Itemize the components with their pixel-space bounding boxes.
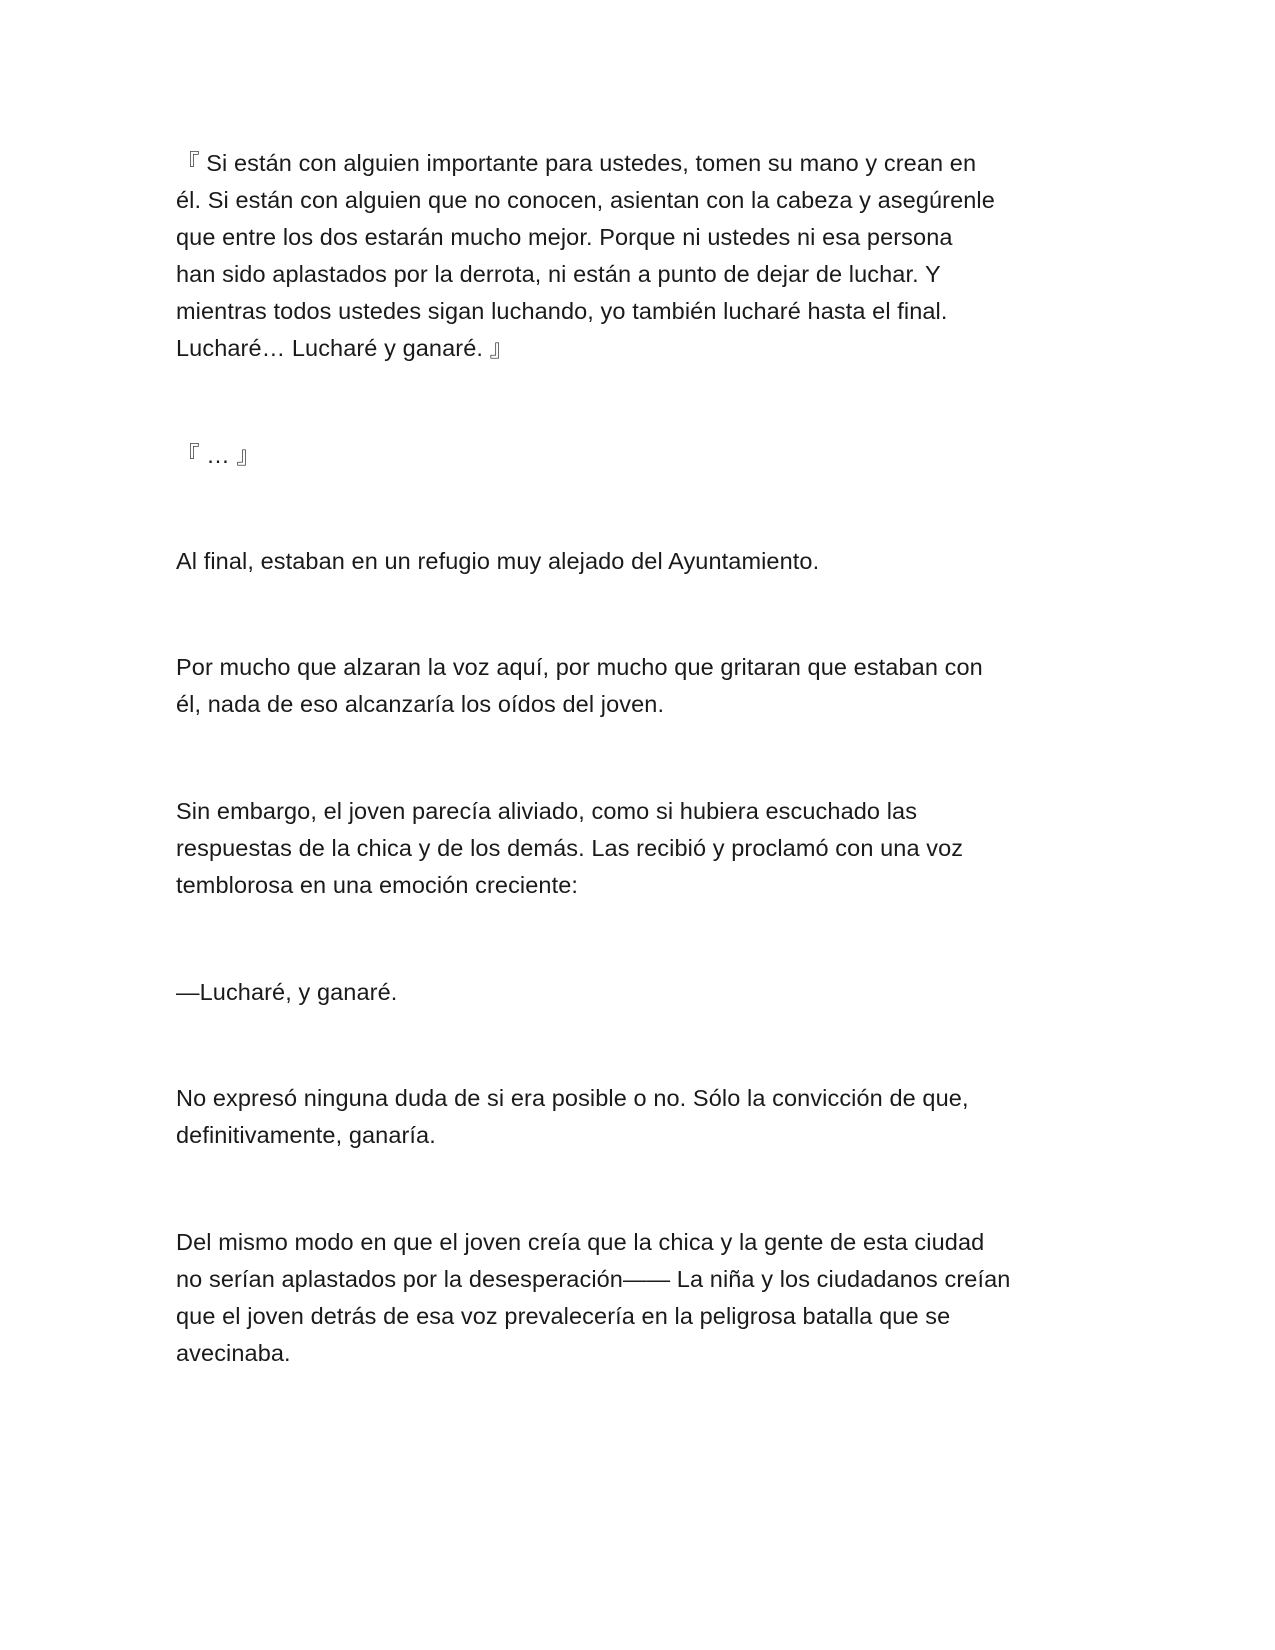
text-line: que el joven detrás de esa voz prevalecería en la peligrosa batalla que se <box>176 1303 951 1329</box>
text-line: Sin embargo, el joven parecía aliviado, como si hubiera escuchado las <box>176 798 918 824</box>
text-line: Al final, estaban en un refugio muy alejado del Ayuntamiento. <box>176 548 820 574</box>
text-line: No expresó ninguna duda de si era posible o no. Sólo la convicción de que, <box>176 1085 969 1111</box>
text-line: —Lucharé, y ganaré. <box>176 979 398 1005</box>
text-line: Lucharé… Lucharé y ganaré. 』 <box>176 335 514 361</box>
text-line: él, nada de eso alcanzaría los oídos del joven. <box>176 691 665 717</box>
text-line: han sido aplastados por la derrota, ni están a punto de dejar de luchar. Y <box>176 261 941 287</box>
text-line: avecinaba. <box>176 1340 291 1366</box>
text-line: definitivamente, ganaría. <box>176 1122 436 1148</box>
text-line: 『 … 』 <box>176 442 261 468</box>
text-line: Del mismo modo en que el joven creía que la chica y la gente de esta ciudad <box>176 1229 985 1255</box>
text-line: mientras todos ustedes sigan luchando, yo también lucharé hasta el final. <box>176 298 948 324</box>
text-line: Por mucho que alzaran la voz aquí, por mucho que gritaran que estaban con <box>176 654 983 680</box>
text-line: 『 Si están con alguien importante para ustedes, tomen su mano y crean en <box>176 150 977 176</box>
text-line: temblorosa en una emoción creciente: <box>176 872 579 898</box>
text-line: respuestas de la chica y de los demás. Las recibió y proclamó con una voz <box>176 835 964 861</box>
text-line: él. Si están con alguien que no conocen, asientan con la cabeza y asegúrenle <box>176 187 995 213</box>
text-line: que entre los dos estarán mucho mejor. Porque ni ustedes ni esa persona <box>176 224 953 250</box>
text-line: no serían aplastados por la desesperación—— La niña y los ciudadanos creían <box>176 1266 1011 1292</box>
